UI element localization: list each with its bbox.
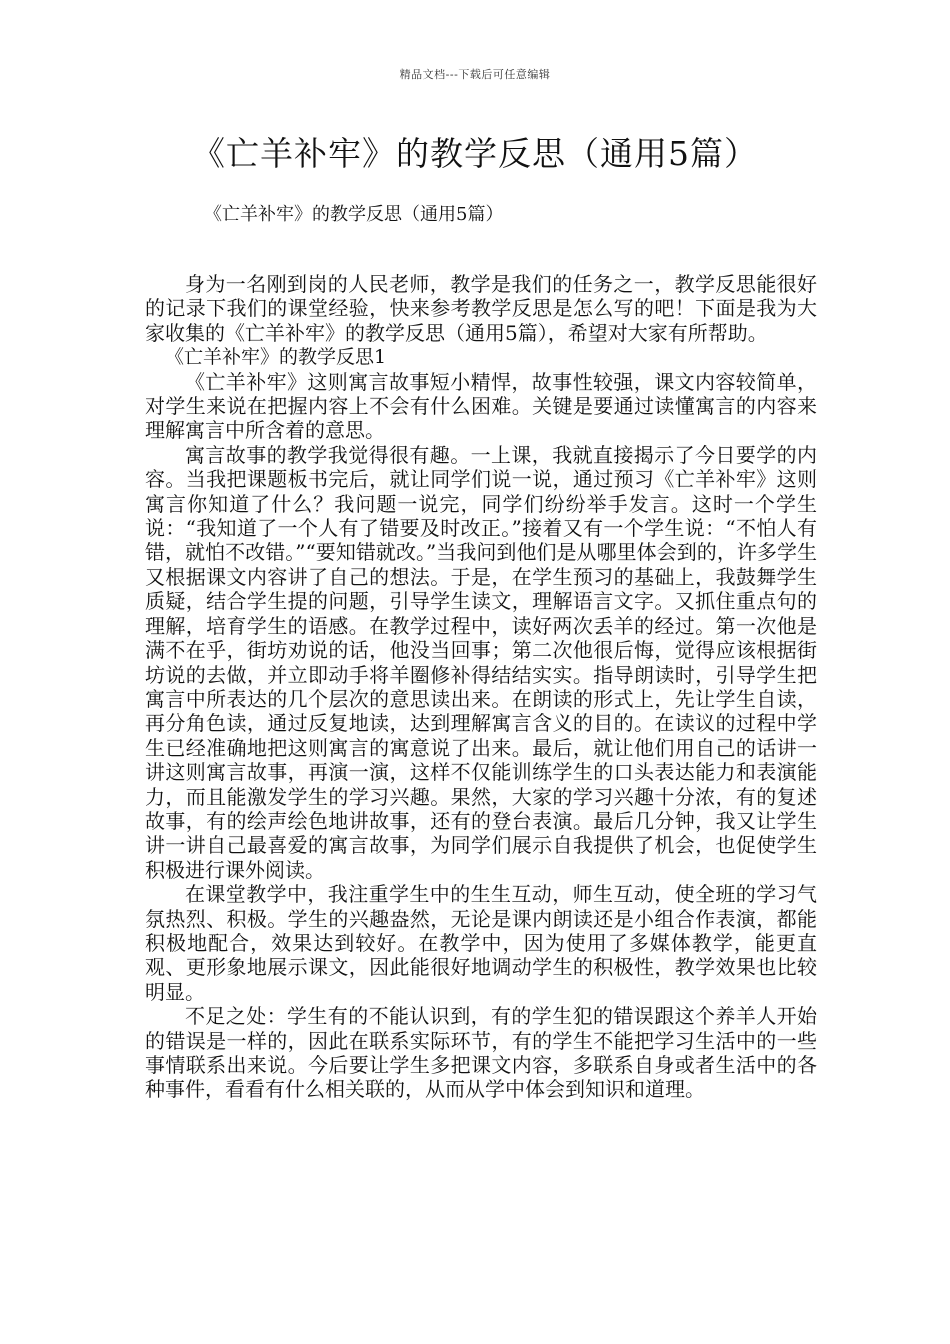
document-body [145,272,817,1102]
document-subtitle: 《亡羊补牢》的教学反思（通用5篇） [204,204,504,225]
body-paragraph: 《亡羊补牢》这则寓言故事短小精悍，故事性较强，课文内容较简单，对学生来说在把握内容上不会有什么困难。关键是要通过读懂寓言的内容来理解寓言中所含着的意思。 [145,369,817,443]
body-paragraph: 不足之处：学生有的不能认识到，有的学生犯的错误跟这个养羊人开始的错误是一样的，因此在联系实际环节，有的学生不能把学习生活中的一些事情联系出来说。今后要让学生多把课文内容，多联系自身或者生活中的各种事件，看看有什么相关联的，从而从学中体会到知识和道理。 [145,1004,817,1102]
intro-paragraph: 身为一名刚到岗的人民老师，教学是我们的任务之一，教学反思能很好的记录下我们的课堂经验，快来参考教学反思是怎么写的吧！下面是我为大家收集的《亡羊补牢》的教学反思（通用5篇），希望对大家有所帮助。 [145,272,817,345]
section-heading: 《亡羊补牢》的教学反思1 [165,346,387,369]
header-note: 精品文档---下载后可任意编辑 [399,68,551,81]
document-title: 《亡羊补牢》的教学反思（通用5篇） [192,134,758,173]
body-paragraph: 在课堂教学中，我注重学生中的生生互动，师生互动，使全班的学习气氛热烈、积极。学生的兴趣盎然，无论是课内朗读还是小组合作表演，都能积极地配合，效果达到较好。在教学中，因为使用了多媒体教学，能更直观、更形象地展示课文，因此能很好地调动学生的积极性，教学效果也比较明显。 [145,882,817,1004]
body-paragraph: 寓言故事的教学我觉得很有趣。一上课，我就直接揭示了今日要学的内容。当我把课题板书完后，就让同学们说一说，通过预习《亡羊补牢》这则寓言你知道了什么？我问题一说完，同学们纷纷举手发言。这时一个学生说：“我知道了一个人有了错要及时改正。”接着又有一个学生说：“不怕人有错，就怕不改错。”“要知错就改。”当我问到他们是从哪里体会到的，许多学生又根据课文内容讲了自己的想法。于是，在学生预习的基础上，我鼓舞学生质疑，结合学生提的问题，引导学生读文，理解语言文字。又抓住重点句的理解，培育学生的语感。在教学过程中，读好两次丢羊的经过。第一次他是满不在乎，街坊劝说的话，他没当回事；第二次他很后悔，觉得应该根据街坊说的去做，并立即动手将羊圈修补得结结实实。指导朗读时，引导学生把寓言中所表达的几个层次的意思读出来。在朗读的形式上，先让学生自读，再分角色读，通过反复地读，达到理解寓言含义的目的。在读议的过程中学生已经准确地把这则寓言的寓意说了出来。最后，就让他们用自己的话讲一讲这则寓言故事，再演一演，这样不仅能训练学生的口头表达能力和表演能力，而且能激发学生的学习兴趣。果然，大家的学习兴趣十分浓，有的复述故事，有的绘声绘色地讲故事，还有的登台表演。最后几分钟，我又让学生讲一讲自己最喜爱的寓言故事，为同学们展示自我提供了机会，也促使学生积极进行课外阅读。 [145,442,817,882]
